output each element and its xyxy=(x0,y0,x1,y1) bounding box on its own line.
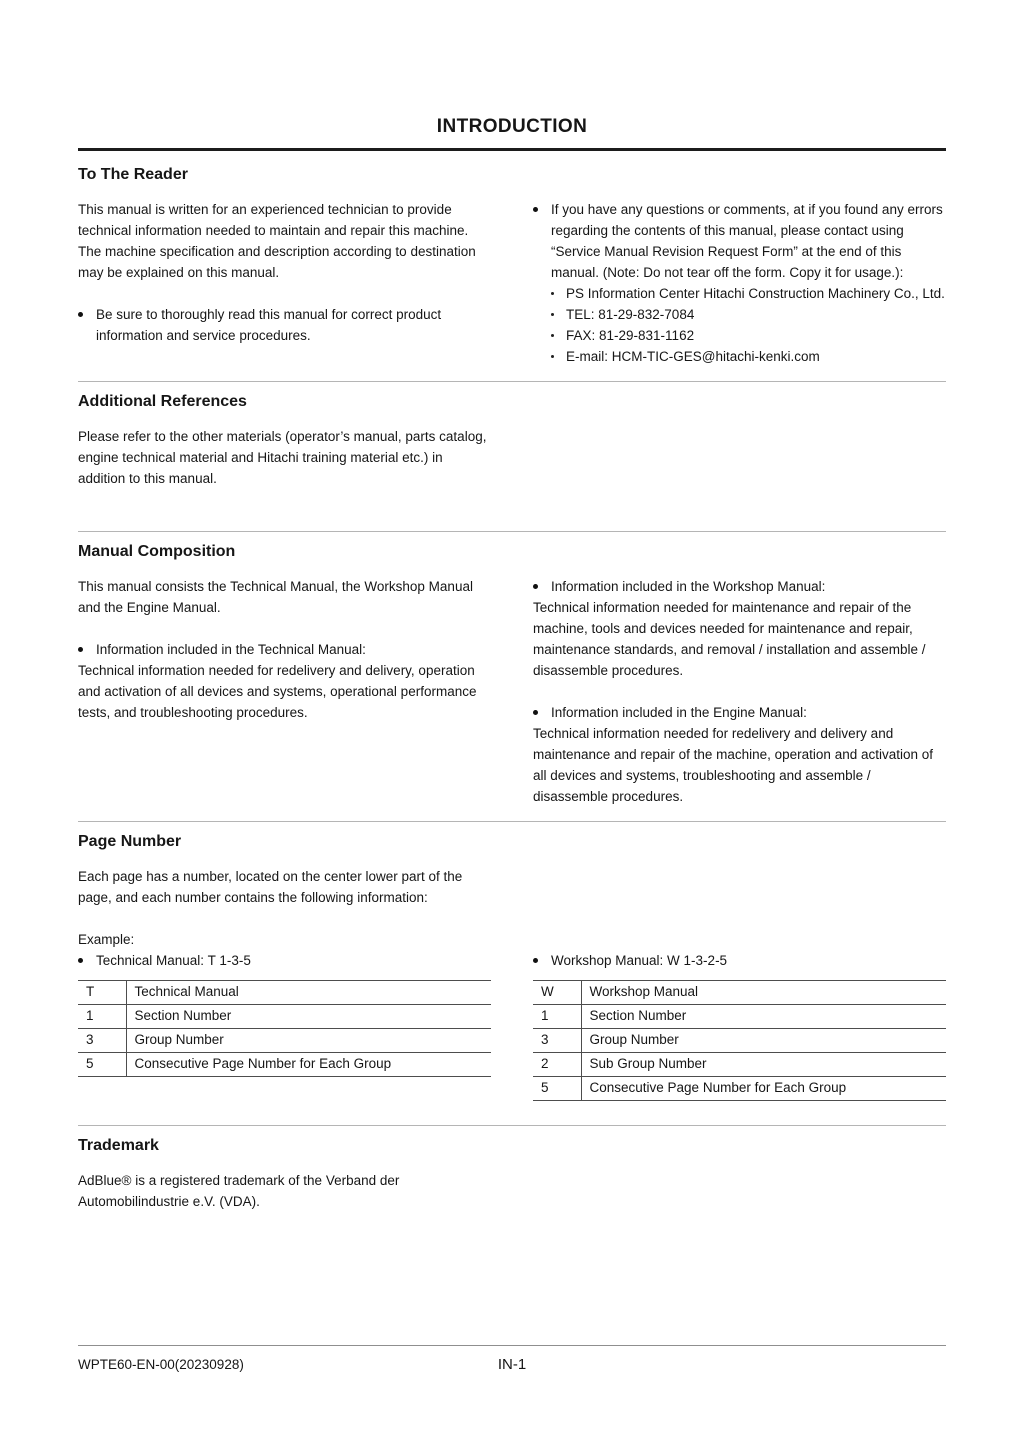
section-heading-page-number: Page Number xyxy=(78,833,182,850)
workshop-manual-number-table xyxy=(533,980,946,1101)
to-the-reader-left-column xyxy=(78,199,491,367)
table-row xyxy=(78,1053,491,1077)
bullet-item xyxy=(533,199,946,283)
list-item xyxy=(551,325,946,346)
contact-line: E-mail: HCM-TIC-GES@hitachi-kenki.com xyxy=(566,349,820,364)
table-row xyxy=(533,981,946,1005)
desc-cell: Section Number xyxy=(126,1005,491,1029)
info-body: Technical information needed for redelivery and delivery and maintenance and repair of the machine, operation and activation of all devices and systems, troubleshooting and assemble / disassemble procedures. xyxy=(533,726,934,804)
info-block-workshop xyxy=(533,576,946,681)
bullet-text: Technical Manual: T 1-3-5 xyxy=(96,953,251,968)
contact-line: FAX: 81-29-831-1162 xyxy=(566,328,695,343)
section-heading-trademark: Trademark xyxy=(78,1137,159,1154)
section-additional-references xyxy=(78,393,946,489)
section-heading-manual-composition: Manual Composition xyxy=(78,543,236,560)
sub-bullet-icon xyxy=(551,283,566,295)
example-label: Example: xyxy=(78,932,135,947)
to-the-reader-right-column xyxy=(533,199,946,367)
bullet-item xyxy=(533,702,946,723)
bullet-icon xyxy=(78,950,96,963)
document-code: WPTE60-EN-00(20230928) xyxy=(78,1357,244,1372)
code-cell: 1 xyxy=(78,1005,126,1029)
technical-manual-number-table xyxy=(78,980,491,1077)
desc-cell: Group Number xyxy=(126,1029,491,1053)
paragraph: This manual is written for an experienced technician to provide technical information needed to maintain and repair this machine. xyxy=(78,202,469,238)
paragraph: The machine specification and description according to destination may be explained on this manual. xyxy=(78,244,476,280)
section-divider xyxy=(78,821,946,822)
section-to-the-reader xyxy=(78,166,946,367)
bullet-text: If you have any questions or comments, at if you found any errors regarding the contents of this manual, please contact using “Service Manual Revision Request Form” at the end of this manual. (Note: Do not tear off the form. Copy it for usage.): xyxy=(551,202,943,280)
contact-line: PS Information Center Hitachi Construction Machinery Co., Ltd. xyxy=(566,286,945,301)
sub-bullet-icon xyxy=(551,304,566,316)
bullet-icon xyxy=(78,639,96,652)
code-cell: 3 xyxy=(533,1029,581,1053)
code-cell: W xyxy=(533,981,581,1005)
desc-cell: Group Number xyxy=(581,1029,946,1053)
desc-cell: Technical Manual xyxy=(126,981,491,1005)
table-row xyxy=(78,1005,491,1029)
manual-composition-right-column xyxy=(533,576,946,807)
contact-line: TEL: 81-29-832-7084 xyxy=(566,307,695,322)
code-cell: T xyxy=(78,981,126,1005)
info-body: Technical information needed for redelivery and delivery, operation and activation of all devices and systems, operational performance tests, and troubleshooting procedures. xyxy=(78,663,477,720)
paragraph: Each page has a number, located on the center lower part of the page, and each number contains the following information: xyxy=(78,869,463,905)
code-cell: 3 xyxy=(78,1029,126,1053)
desc-cell: Consecutive Page Number for Each Group xyxy=(126,1053,491,1077)
page-number-technical-column xyxy=(78,950,491,1101)
table-row xyxy=(78,981,491,1005)
code-cell: 1 xyxy=(533,1005,581,1029)
info-body: Technical information needed for maintenance and repair of the machine, tools and devices needed for maintenance and repair, maintenance standards, and removal / installation and assemble / disassemble procedures. xyxy=(533,600,926,678)
title-rule xyxy=(78,148,946,151)
contact-list xyxy=(551,283,946,367)
bullet-text: Information included in the Technical Manual: xyxy=(96,642,366,657)
list-item xyxy=(551,283,946,304)
bullet-item xyxy=(533,950,946,971)
desc-cell: Consecutive Page Number for Each Group xyxy=(581,1077,946,1101)
list-item xyxy=(551,346,946,367)
code-cell: 2 xyxy=(533,1053,581,1077)
bullet-text: Information included in the Workshop Manual: xyxy=(551,579,826,594)
desc-cell: Section Number xyxy=(581,1005,946,1029)
paragraph: This manual consists the Technical Manual, the Workshop Manual and the Engine Manual. xyxy=(78,579,473,615)
bullet-icon xyxy=(533,199,551,212)
page-number-label: IN-1 xyxy=(497,1356,527,1373)
section-heading-to-the-reader: To The Reader xyxy=(78,166,188,183)
sub-bullet-icon xyxy=(551,325,566,337)
section-heading-additional-references: Additional References xyxy=(78,393,247,410)
bullet-text: Information included in the Engine Manual: xyxy=(551,705,807,720)
desc-cell: Sub Group Number xyxy=(581,1053,946,1077)
table-row xyxy=(533,1077,946,1101)
bullet-icon xyxy=(533,702,551,715)
page-footer xyxy=(78,1345,946,1380)
bullet-item xyxy=(78,304,491,346)
info-block-technical xyxy=(78,639,491,723)
table-row xyxy=(533,1029,946,1053)
page-number-workshop-column xyxy=(533,950,946,1101)
paragraph: Please refer to the other materials (operator’s manual, parts catalog, engine technical material and Hitachi training material etc.) in addition to this manual. xyxy=(78,429,487,486)
section-manual-composition xyxy=(78,543,946,807)
bullet-text: Be sure to thoroughly read this manual for correct product information and service procedures. xyxy=(96,307,442,343)
section-trademark xyxy=(78,1137,946,1212)
bullet-icon xyxy=(78,304,96,317)
bullet-icon xyxy=(533,950,551,963)
bullet-item xyxy=(533,576,946,597)
code-cell: 5 xyxy=(78,1053,126,1077)
code-cell: 5 xyxy=(533,1077,581,1101)
list-item xyxy=(551,304,946,325)
table-row xyxy=(533,1053,946,1077)
bullet-text: Workshop Manual: W 1-3-2-5 xyxy=(551,953,728,968)
table-row xyxy=(533,1005,946,1029)
paragraph: AdBlue® is a registered trademark of the Verband der Automobilindustrie e.V. (VDA). xyxy=(78,1173,400,1209)
bullet-item xyxy=(78,639,491,660)
bullet-item xyxy=(78,950,491,971)
bullet-icon xyxy=(533,576,551,589)
table-row xyxy=(78,1029,491,1053)
manual-composition-left-column xyxy=(78,576,491,807)
sub-bullet-icon xyxy=(551,346,566,358)
section-page-number xyxy=(78,833,946,1101)
section-divider xyxy=(78,1125,946,1126)
section-divider xyxy=(78,531,946,532)
page-title: INTRODUCTION xyxy=(436,116,588,137)
section-divider xyxy=(78,381,946,382)
desc-cell: Workshop Manual xyxy=(581,981,946,1005)
info-block-engine xyxy=(533,702,946,807)
